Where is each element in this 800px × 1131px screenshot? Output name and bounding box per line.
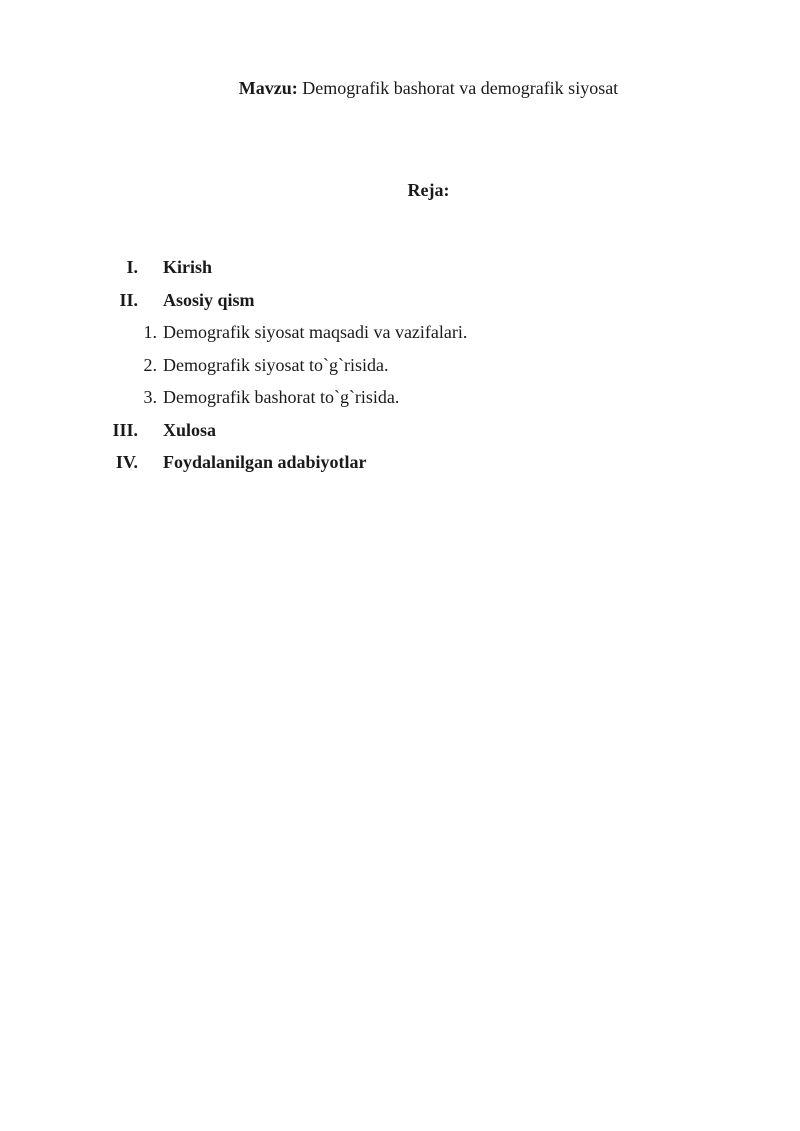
- outline-subitem: [0, 353, 800, 386]
- outline-text: Kirish: [163, 257, 213, 277]
- outline-text: Foydalanilgan adabiyotlar: [163, 452, 367, 472]
- outline-subitem: [0, 385, 800, 418]
- outline-item: [0, 255, 800, 288]
- topic-text: Demografik bashorat va demografik siyosat: [302, 78, 619, 98]
- topic-label: Mavzu:: [238, 78, 298, 98]
- outline-marker: II.: [119, 289, 138, 310]
- outline-text: Demografik siyosat to`g`risida.: [163, 354, 389, 375]
- outline-marker: 2.: [143, 354, 157, 375]
- topic-line: [0, 76, 800, 100]
- outline-marker: I.: [126, 257, 138, 277]
- outline-marker: 1.: [143, 322, 157, 342]
- outline-marker: IV.: [115, 452, 138, 472]
- outline-text: Demografik bashorat to`g`risida.: [163, 387, 400, 407]
- outline-marker: III.: [112, 419, 138, 440]
- outline-subitem: [0, 320, 800, 353]
- outline-marker: 3.: [143, 387, 157, 407]
- outline-item: [0, 450, 800, 483]
- outline-item: [0, 418, 800, 451]
- outline-text: Xulosa: [163, 419, 217, 440]
- outline-item: [0, 288, 800, 321]
- plan-outline: [0, 255, 800, 483]
- outline-text: Asosiy qism: [163, 289, 255, 310]
- plan-title: Reja:: [407, 180, 450, 200]
- outline-text: Demografik siyosat maqsadi va vazifalari.: [163, 322, 468, 342]
